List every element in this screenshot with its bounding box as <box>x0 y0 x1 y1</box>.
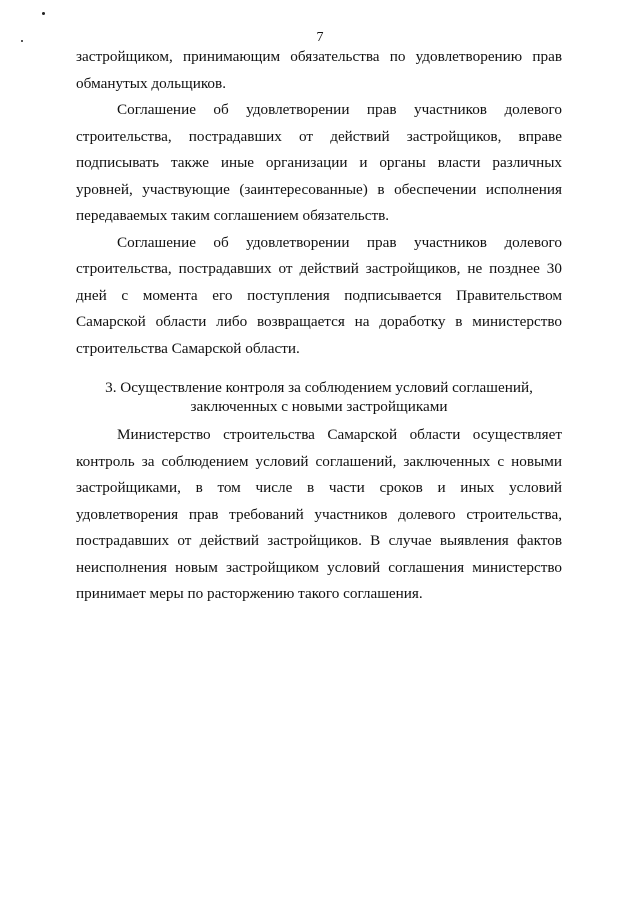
paragraph-signatories: Соглашение об удовлетворении прав участников долевого строительства, пострадавших от действий застройщиков, вправе подписывать также иные организации и органы власти различных уровней, участвующие (заинтересованные) в обеспечении исполнения передаваемых таким соглашением обязательств. <box>76 101 562 224</box>
section-heading-line-1: 3. Осуществление контроля за соблюдением условий соглашений, <box>105 379 533 396</box>
body-text-top <box>76 44 562 362</box>
continuation-paragraph: застройщиком, принимающим обязательства по удовлетворению прав обманутых дольщиков. <box>76 48 562 92</box>
section-heading <box>76 378 562 416</box>
page-number: 7 <box>316 30 324 45</box>
section-heading-line-2: заключенных с новыми застройщиками <box>190 398 448 415</box>
scan-speck <box>42 12 45 15</box>
body-text-section3 <box>76 422 562 608</box>
paragraph-control: Министерство строительства Самарской области осуществляет контроль за соблюдением условий соглашений, заключенных с новыми застройщиками, в том числе в части сроков и иных условий удовлетворения прав требований участников долевого строительства, пострадавших от действий застройщиков. В случае выявления фактов неисполнения новым застройщиком условий соглашения министерство принимает меры по расторжению такого соглашения. <box>76 426 562 602</box>
paragraph-signing-deadline: Соглашение об удовлетворении прав участников долевого строительства, пострадавших от действий застройщиков, не позднее 30 дней с момента его поступления подписывается Правительством Самарской области либо возвращается на доработку в министерство строительства Самарской области. <box>76 233 562 357</box>
